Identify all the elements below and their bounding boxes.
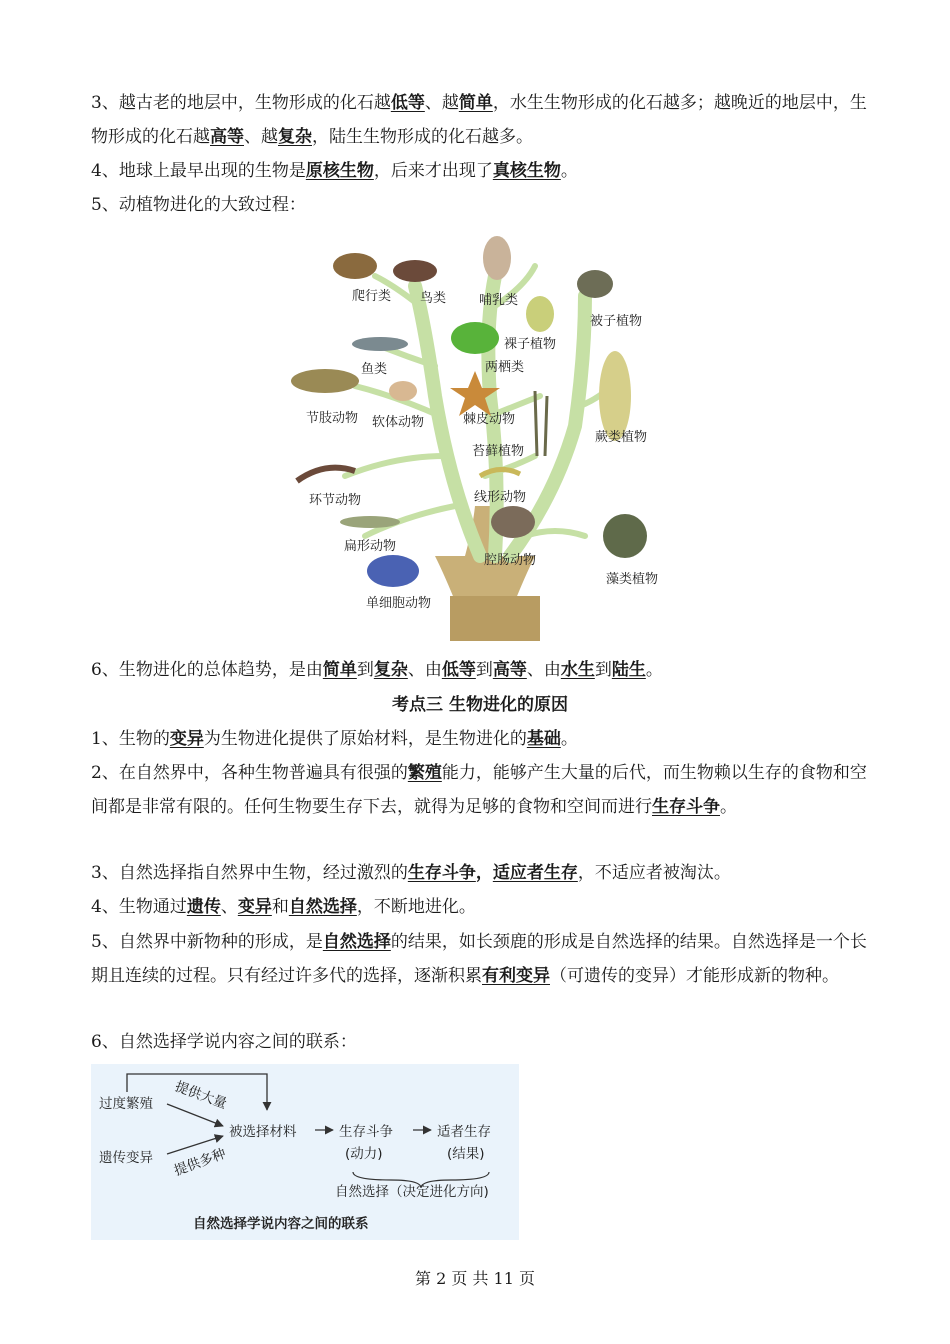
key-term: 生存斗争	[652, 797, 720, 817]
item-number: 4、	[91, 897, 119, 917]
fern-image	[599, 351, 631, 441]
key-term: 遗传	[186, 897, 221, 917]
text-run: 动植物进化的大致过程：	[118, 195, 306, 215]
label-flatworm: 扁形动物	[344, 539, 397, 554]
key-term: 变异	[169, 729, 204, 749]
para-earliest-life	[91, 154, 869, 188]
shell-image	[389, 381, 417, 401]
key-term: 高等	[210, 127, 244, 147]
text-run: 、	[220, 897, 238, 917]
coral-image	[491, 506, 535, 538]
item-number: 3、	[91, 863, 119, 883]
label-nematode: 线形动物	[474, 490, 527, 505]
para-struggle	[91, 756, 869, 824]
natural-selection-diagram	[91, 1064, 519, 1240]
label-bird: 鸟类	[420, 291, 447, 306]
text-run: 自然界中新物种的形成，是	[118, 932, 323, 952]
node-result: (结果)	[447, 1146, 485, 1162]
item-number: 6、	[91, 660, 119, 680]
text-run: ，后来才出现了	[373, 161, 493, 181]
flower-image	[577, 270, 613, 298]
label-reptile: 爬行类	[352, 289, 392, 304]
label-amphibian: 两栖类	[485, 360, 525, 375]
key-term: 原核生物	[305, 161, 374, 181]
rabbit-image	[483, 236, 511, 280]
label-echinoderm: 棘皮动物	[463, 412, 516, 427]
page-footer: 第 2 页 共 11 页	[415, 1269, 535, 1288]
fish-image	[352, 337, 408, 351]
bird-image	[393, 260, 437, 282]
node-heredity-variation: 遗传变异	[99, 1150, 153, 1166]
item-number: 6、	[91, 1032, 119, 1052]
moss-image	[535, 391, 547, 456]
item-number: 3、	[91, 93, 119, 113]
key-term: 低等	[390, 93, 425, 113]
key-term: 简单	[322, 660, 357, 680]
evolution-tree-figure	[285, 226, 685, 641]
key-term: 陆生	[611, 660, 646, 680]
key-term: 基础	[526, 729, 561, 749]
para-selection-def	[91, 856, 869, 890]
label-mollusk: 软体动物	[372, 415, 425, 430]
text-run: 、由	[407, 660, 442, 680]
para-fossil-strata	[91, 86, 869, 154]
grasshopper-image	[291, 369, 359, 393]
text-run: 到	[475, 660, 493, 680]
text-run: 自然选择学说内容之间的联系：	[118, 1032, 357, 1052]
key-term: 生存斗争	[407, 863, 476, 883]
node-material: 被选择材料	[229, 1124, 297, 1140]
node-natural-selection: 自然选择（决定进化方向)	[335, 1184, 489, 1200]
text-run: 生物进化的总体趋势，是由	[118, 660, 323, 680]
text-run: 、越	[424, 93, 459, 113]
turtle-image	[333, 253, 377, 279]
text-run: （可遗传的变异）才能形成新的物种。	[550, 966, 839, 986]
diagram-caption: 自然选择学说内容之间的联系	[193, 1216, 369, 1232]
node-survival: 适者生存	[437, 1124, 491, 1140]
text-run: 到	[594, 660, 612, 680]
item-number: 5、	[91, 932, 119, 952]
text-run: ，陆生生物形成的化石越多。	[312, 127, 533, 147]
text-run: 、由	[526, 660, 561, 680]
item-number: 1、	[91, 729, 119, 749]
text-run: 自然选择指自然界中生物，经过激烈的	[118, 863, 408, 883]
text-run: ，不断地进化。	[356, 897, 476, 917]
label-annelid: 环节动物	[309, 493, 362, 508]
edge-provide-varied: 提供多种	[171, 1145, 229, 1180]
text-run: 到	[356, 660, 374, 680]
label-angiosperm: 被子植物	[590, 314, 643, 329]
key-term: 适应者生存	[492, 863, 578, 883]
text-run: 。	[720, 797, 737, 817]
text-run: 。	[560, 729, 578, 749]
flatworm-image	[340, 516, 400, 528]
para-evolution-means	[91, 890, 869, 924]
key-term: 高等	[492, 660, 527, 680]
para-variation	[91, 722, 869, 756]
text-run: ，水生生物形成的化石越多；越晚近的地层中，生物形成的化石越	[91, 93, 867, 147]
text-run: 。	[560, 161, 578, 181]
node-overbreeding: 过度繁殖	[99, 1096, 153, 1112]
item-number: 4、	[91, 161, 119, 181]
text-run: 生物的	[118, 729, 170, 749]
text-run: 的结果，如长颈鹿的形成是自然选择的结果。自然选择是一个长期且连续的过程。只有经过许多代的选择，逐渐积累	[91, 932, 867, 986]
gymnosperm-image	[526, 296, 554, 332]
text-run: 。	[645, 660, 663, 680]
item-number: 2、	[91, 763, 119, 783]
key-term: 简单	[458, 93, 493, 113]
key-term: 复杂	[373, 660, 408, 680]
key-term: 有利变异	[482, 966, 550, 986]
frog-image	[451, 322, 499, 354]
amoeba-image	[367, 555, 419, 587]
label-arthropod: 节肢动物	[306, 411, 359, 426]
label-fish: 鱼类	[361, 362, 388, 377]
section-title: 考点三 生物进化的原因	[392, 695, 568, 715]
para-theory-links	[91, 1025, 869, 1059]
node-force: (动力)	[345, 1146, 383, 1162]
text-run: 生物通过	[118, 897, 187, 917]
text-run: 、越	[244, 127, 278, 147]
algae-image	[603, 514, 647, 558]
item-number: 5、	[91, 195, 119, 215]
label-bryophyte: 苔藓植物	[472, 444, 525, 459]
text-run: ，	[475, 863, 493, 883]
text-run: 和	[271, 897, 289, 917]
label-protozoa: 单细胞动物	[366, 596, 432, 611]
label-algae: 藻类植物	[606, 572, 659, 587]
key-term: 复杂	[278, 127, 312, 147]
para-evolution-process	[91, 188, 869, 222]
key-term: 水生	[560, 660, 595, 680]
text-run: 能力，能够产生大量的后代，而生物赖以生存的食物和空间都是非常有限的。任何生物要生存下去，就得为足够的食物和空间而进行	[91, 763, 867, 817]
edge-provide-many: 提供大量	[172, 1078, 229, 1113]
key-term: 真核生物	[492, 161, 561, 181]
key-term: 低等	[441, 660, 476, 680]
para-evolution-trend	[91, 653, 869, 687]
para-new-species	[91, 925, 869, 993]
key-term: 自然选择	[288, 897, 357, 917]
label-mammal: 哺乳类	[479, 293, 519, 308]
text-run: 为生物进化提供了原始材料，是生物进化的	[203, 729, 527, 749]
label-fern: 蕨类植物	[595, 430, 648, 445]
key-term: 自然选择	[322, 932, 391, 952]
text-run: 越古老的地层中，生物形成的化石越	[118, 93, 391, 113]
text-run: ，不适应者被淘汰。	[577, 863, 731, 883]
text-run: 地球上最早出现的生物是	[118, 161, 306, 181]
key-term: 变异	[237, 897, 272, 917]
node-struggle: 生存斗争	[339, 1124, 393, 1140]
key-term: 繁殖	[407, 763, 442, 783]
label-gymnosperm: 裸子植物	[504, 337, 557, 352]
text-run: 在自然界中，各种生物普遍具有很强的	[118, 763, 408, 783]
label-cnidarian: 腔肠动物	[484, 553, 537, 568]
tree-base	[450, 596, 540, 641]
